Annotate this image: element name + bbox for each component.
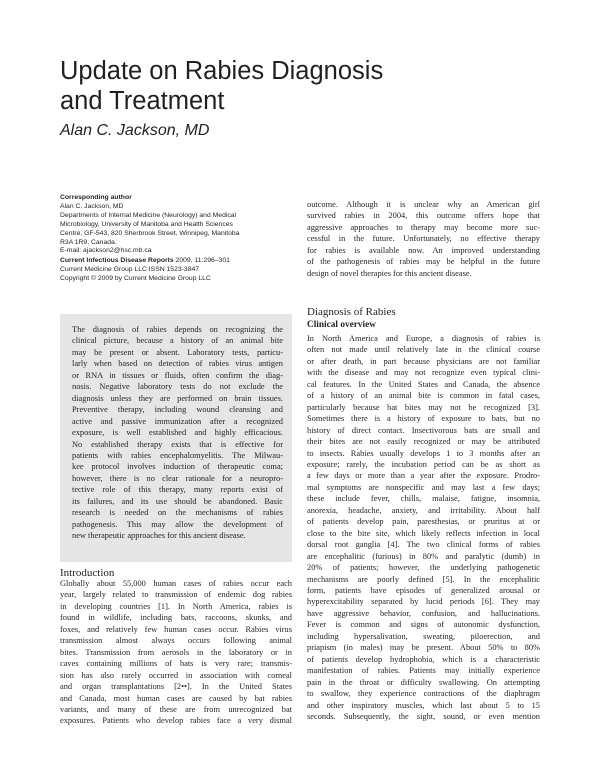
- body-line: and organ transplantations [2••]. In the United States: [60, 682, 292, 692]
- body-line: Globally about 55,000 human cases of rabies occur each: [60, 579, 292, 588]
- body-line: Fever is common and signs of autonomic dysfunction,: [307, 620, 540, 630]
- body-line: year, largely related to transmission of endemic dog rabies: [60, 590, 292, 600]
- abstract-line: tective role of this therapy, many reports exist of: [72, 485, 283, 495]
- body-line: caves containing millions of bats is very rare; transmis-: [60, 659, 292, 669]
- abstract-line: Preventive therapy, including wound cleansing and: [72, 405, 283, 415]
- body-line: anorexia, headache, anxiety, and irritability. About half: [307, 505, 540, 515]
- copyright-line: Copyright © 2009 by Current Medicine Group LLC: [60, 275, 211, 283]
- corresponding-line: Departments of Internal Medicine (Neurology) and Medical: [60, 211, 237, 219]
- body-line: close to the bite site, which likely reflects infection in local: [307, 528, 540, 538]
- abstract-line: or RNA in tissues or fluids, often confirm the diag-: [72, 370, 283, 380]
- corresponding-author-block: [60, 194, 292, 284]
- body-line: or after death, in part because physicians are not familiar: [307, 356, 540, 366]
- introduction-heading: Introduction: [60, 567, 115, 579]
- body-line: including hypersalivation, sweating, piloerection, and: [307, 631, 540, 641]
- body-line: exposures. Patients who develop rabies face a very dismal: [60, 716, 292, 726]
- body-line: for rabies is available now. An improved understanding: [307, 245, 540, 255]
- corresponding-line: Centre, GF-543, 820 Sherbrook Street, Winnipeg, Manitoba: [60, 229, 240, 237]
- abstract-line: exposure, is well established and highly efficacious.: [72, 428, 283, 438]
- diagnosis-heading: Diagnosis of Rabies: [307, 306, 396, 318]
- body-line: hyperexcitability separated by lucid periods [6]. They may: [307, 597, 540, 607]
- body-line: and Canada, most human cases are caused by bat rabies: [60, 693, 292, 703]
- abstract-line: diagnosis unless they are performed on brain tissues.: [72, 393, 283, 403]
- citation-line: [60, 257, 292, 266]
- body-line: transmission almost always occurs following animal: [60, 636, 292, 646]
- body-line: 20% of patients; however, the underlying pathogenetic: [307, 563, 540, 573]
- body-line: design of novel therapies for this ancient disease.: [307, 268, 472, 278]
- abstract-line: clinical picture, because a history of an animal bite: [72, 336, 283, 346]
- body-line: aggressive approaches to therapy may become more suc-: [307, 222, 540, 232]
- body-line: are encephalitic (furious) in 80% and paralytic (dumb) in: [307, 551, 540, 561]
- journal-name: Current Infectious Disease Reports: [60, 257, 174, 265]
- title-line: Update on Rabies Diagnosis: [60, 57, 384, 85]
- corresponding-email: E-mail: ajackson2@hsc.mb.ca: [60, 247, 152, 255]
- abstract-line: research is needed on the mechanisms of rabies: [72, 508, 283, 518]
- body-line: with the disease and may not recognize even typical clini-: [307, 368, 540, 378]
- abstract-line: however, there is no clear rationale for a neuropro-: [72, 473, 283, 483]
- body-line: variants, and many of these are from unrecognized bat: [60, 704, 292, 714]
- body-line: dorsal root ganglia [4]. The two clinical forms of rabies: [307, 540, 540, 550]
- body-line: of patients develop hydrophobia, which is a characteristic: [307, 654, 540, 664]
- publisher-line: Current Medicine Group LLC ISSN 1523-3847: [60, 266, 200, 274]
- abstract-line: its failures, and its use should be abandoned. Basic: [72, 496, 283, 506]
- body-line: to swallow, they experience contractions of the diaphragm: [307, 689, 540, 699]
- body-line: these include fever, chills, malaise, fatigue, insomnia,: [307, 494, 540, 504]
- body-line: of a history of an animal bite is common in fatal cases,: [307, 391, 540, 401]
- body-line: their bites are not easily recognized or may be attributed: [307, 437, 540, 447]
- body-line: priapism (in males) may be present. About 50% to 80%: [307, 643, 540, 653]
- abstract-line: new therapeutic approaches for this ancient disease.: [72, 531, 246, 541]
- body-line: in developing countries [1]. In North America, rabies is: [60, 601, 292, 611]
- corresponding-line: Alan C. Jackson, MD: [60, 202, 124, 210]
- body-line: form, patients have episodes of generalized arousal or: [307, 585, 540, 595]
- author-name: Alan C. Jackson, MD: [60, 122, 210, 139]
- citation-volume: 2009, 11:296–301: [173, 257, 230, 265]
- body-line: bites. Transmission from aerosols in the laboratory or in: [60, 647, 292, 657]
- body-line: cessful in the future. Unfortunately, no effective therapy: [307, 234, 540, 244]
- corresponding-label: Corresponding author: [60, 194, 132, 201]
- body-line: survived rabies in 2004, this outcome offers hope that: [307, 211, 540, 221]
- body-line: of patients develop pain, paresthesias, or pruritus at or: [307, 517, 540, 527]
- body-line: In North America and Europe, a diagnosis of rabies is: [307, 334, 540, 343]
- body-line: sion has also rarely occurred in association with corneal: [60, 670, 292, 680]
- body-line: exposure; rarely, the incubation period can be as short as: [307, 459, 540, 469]
- abstract-line: pathogenesis. This may allow the development of: [72, 519, 283, 529]
- body-line: to insects. Rabies usually develops 1 to 3 months after an: [307, 448, 540, 458]
- introduction-body: [60, 578, 292, 727]
- body-line: mal symptoms are nonspecific and may last a few days;: [307, 482, 540, 492]
- body-line: cal features. In the United States and Canada, the absence: [307, 379, 540, 389]
- body-line: often not made until relatively late in the clinical course: [307, 345, 540, 355]
- body-line: outcome. Although it is unclear why an American girl: [307, 200, 540, 209]
- body-line: have aggressive behavior, confusion, and hallucinations.: [307, 608, 540, 618]
- abstract-line: No established therapy exists that is effective for: [72, 439, 283, 449]
- abstract-line: active and passive immunization after a recognized: [72, 416, 283, 426]
- body-line: and other inspiratory muscles, which last about 5 to 15: [307, 700, 540, 710]
- corresponding-line: Microbiology, University of Manitoba and Health Sciences: [60, 220, 233, 228]
- abstract-line: larly when based on detection of rabies virus antigen: [72, 359, 283, 369]
- diagnosis-body: [307, 333, 540, 722]
- abstract-line: The diagnosis of rabies depends on recognizing the: [72, 325, 283, 334]
- body-line: a few days or more than a year after the exposure. Prodro-: [307, 471, 540, 481]
- abstract-line: may be present or absent. Laboratory tests, particu-: [72, 347, 283, 357]
- body-line: mechanisms are poorly defined [5]. In the encephalitic: [307, 574, 540, 584]
- body-line: pain in the throat or difficulty swallowing. On attempting: [307, 677, 540, 687]
- abstract-box: [60, 314, 292, 562]
- body-line: of the pathogenesis of rabies may be helpful in the future: [307, 257, 540, 267]
- clinical-overview-subheading: Clinical overview: [307, 320, 376, 330]
- body-line: foxes, and relatively few human cases occur. Rabies virus: [60, 624, 292, 634]
- title-line: and Treatment: [60, 87, 225, 115]
- abstract-line: patients with rabies encephalomyelitis. The Milwau-: [72, 450, 283, 460]
- body-line: Sometimes there is a history of exposure to bats, but no: [307, 414, 540, 424]
- abstract-line: nosis. Negative laboratory tests do not exclude the: [72, 382, 283, 392]
- corresponding-line: R3A 1R9, Canada.: [60, 238, 117, 246]
- abstract-line: kee protocol involves induction of therapeutic coma;: [72, 462, 283, 472]
- article-title: [60, 56, 530, 116]
- body-line: history of direct contact. Insectivorous bats are small and: [307, 425, 540, 435]
- body-line: manifestation of rabies. Patients may initially experience: [307, 666, 540, 676]
- body-line: particularly because bat bites may not be recognized [3].: [307, 402, 540, 412]
- body-line: found in wildlife, including bats, raccoons, skunks, and: [60, 613, 292, 623]
- body-line: seconds. Subsequently, the sight, sound, or even mention: [307, 711, 540, 721]
- right-column-continuation: [307, 199, 540, 279]
